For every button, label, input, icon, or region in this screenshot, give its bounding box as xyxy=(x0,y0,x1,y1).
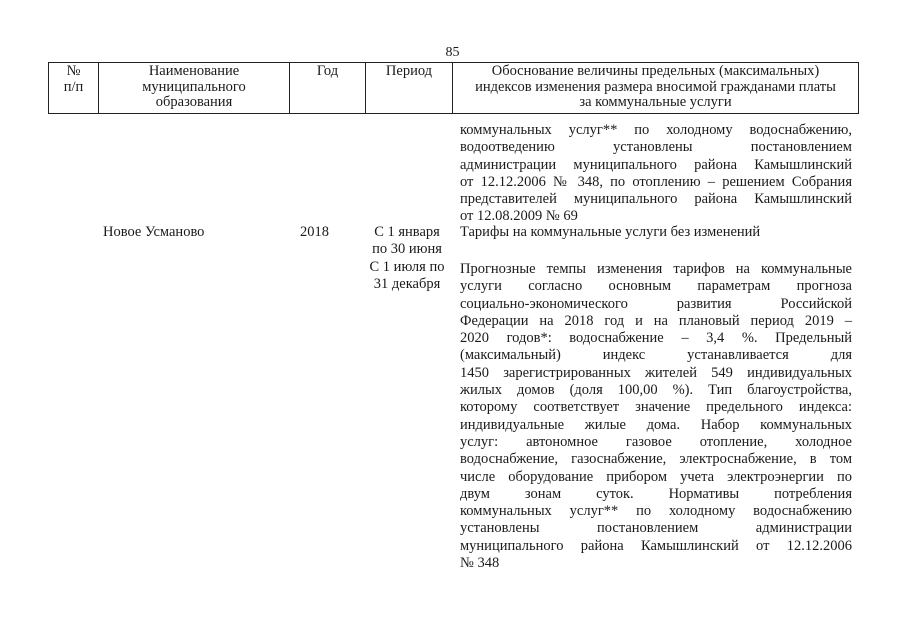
year-value: 2018 xyxy=(300,224,329,240)
header-number: № п/п xyxy=(49,63,99,114)
period-second-half: С 1 июля по 31 декабря xyxy=(369,259,445,293)
period-first-half: С 1 января по 30 июня xyxy=(372,224,442,258)
header-basis: Обоснование величины предельных (максимальных) индексов изменения размера вносимой гражданами платы за коммунальные услуги xyxy=(453,63,859,114)
municipality-name: Новое Усманово xyxy=(103,224,205,240)
basis-first-half: Тарифы на коммунальные услуги без изменений xyxy=(460,224,761,240)
basis-second-half: Прогнозные темпы изменения тарифов на коммунальные услуги согласно основным параметрам прогноза социально-экономического развития Российской Федерации на 2018 год и на плановый период 2019 – 2020 годов*: водоснабжение – 3,4 %. Предельный (максимальный) индекс устанавливается для 1450 зарегистрированных жителей 549 индивидуальных жилых домов (доля 100,00 %). Тип благоустройства, которому соответствует значение предельного индекса: индивидуальные жилые дома. Набор коммунальных услуг: автономное газовое отопление, холодное водоснабжение, газоснабжение, электроснабжение, в том числе оборудование прибором учета электроэнергии по двум зонам суток. Нормативы потребления коммунальных услуг** по холодному водоснабжению установлены постановлением администрации муниципального района Камышлинский от 12.12.2006 № 348 xyxy=(460,261,852,572)
table-header xyxy=(48,62,859,114)
header-municipality-name: Наименование муниципального образования xyxy=(99,63,290,114)
header-year: Год xyxy=(290,63,366,114)
header-period: Период xyxy=(366,63,453,114)
continuation-text: коммунальных услуг** по холодному водоснабжению, водоотведению установлены постановлением администрации муниципального района Камышлинский от 12.12.2006 № 348, по отоплению – решением Собрания представителей муниципального района Камышлинский от 12.08.2009 № 69 xyxy=(460,122,852,225)
page-number: 85 xyxy=(445,45,460,60)
